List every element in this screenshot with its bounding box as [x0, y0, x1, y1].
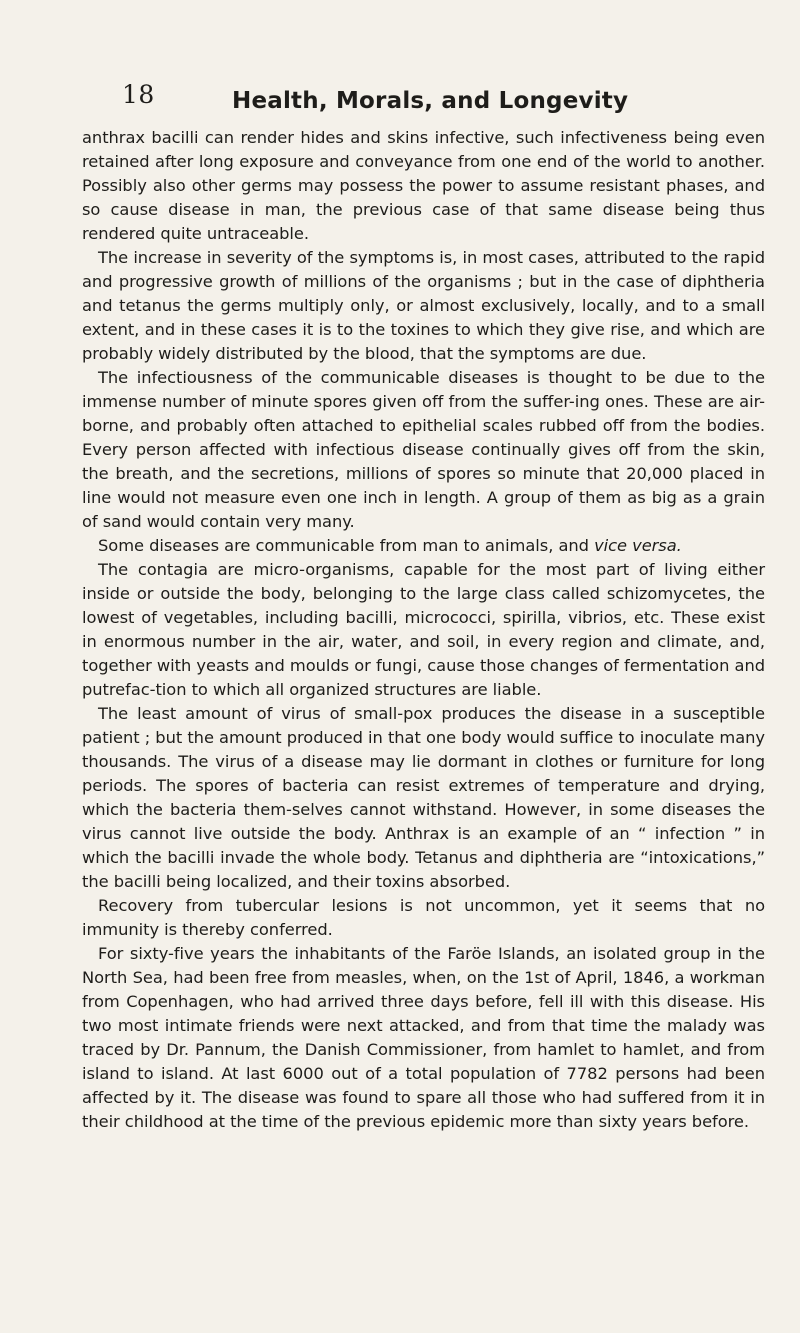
- paragraph: For sixty-five years the inhabitants of the Faröe Islands, an isolated group in the North Sea, had been free from measles, when, on the 1st of April, 1846, a workman from Copenhagen, who had arrived three days before, fell ill with this disease. His two most intimate friends were next attacked, and from that time the malady was traced by Dr. Pannum, the Danish Commissioner, from hamlet to hamlet, and from island to island. At last 6000 out of a total population of 7782 persons had been affected by it. The disease was found to spare all those who had suffered from it in their childhood at the time of the previous epidemic more than sixty years before.: [82, 944, 765, 1131]
- paragraph: The increase in severity of the symptoms is, in most cases, attributed to the rapid and progressive growth of millions of the organisms ; but in the case of diphtheria and tetanus the germs multiply only, or almost exclusively, locally, and to a small extent, and in these cases it is to the toxines to which they give rise, and which are probably widely distributed by the blood, that the symptoms are due.: [82, 248, 765, 363]
- running-head: Health, Morals, and Longevity: [232, 88, 629, 114]
- italic-phrase: vice versa.: [594, 536, 682, 555]
- paragraph: Recovery from tubercular lesions is not uncommon, yet it seems that no immunity is thereby conferred.: [82, 896, 765, 939]
- paragraph: The contagia are micro-organisms, capable for the most part of living either inside or outside the body, belonging to the large class called schizomycetes, the lowest of vegetables, including bacilli, micrococci, spirilla, vibrios, etc. These exist in enormous number in the air, water, and soil, in every region and climate, and, together with yeasts and moulds or fungi, cause those changes of fermentation and putrefac-tion to which all organized structures are liable.: [82, 560, 765, 699]
- paragraph-text: Some diseases are communicable from man to animals, and: [98, 536, 595, 555]
- paragraph: The least amount of virus of small-pox produces the disease in a susceptible patient ; but the amount produced in that one body would suffice to inoculate many thousands. The virus of a disease may lie dormant in clothes or furniture for long periods. The spores of bacteria can resist extremes of temperature and drying, which the bacteria them-selves cannot withstand. However, in some diseases the virus cannot live outside the body. Anthrax is an example of an “ infection ” in which the bacilli invade the whole body. Tetanus and diphtheria are “intoxications,” the bacilli being localized, and their toxins absorbed.: [82, 704, 765, 891]
- page-number: 18: [122, 80, 155, 109]
- paragraph: anthrax bacilli can render hides and skins infective, such infectiveness being even retained after long exposure and conveyance from one end of the world to another. Possibly also other germs may possess the power to assume resistant phases, and so cause disease in man, the previous case of that same disease being thus rendered quite untraceable.: [82, 128, 765, 243]
- paragraph: [82, 534, 765, 558]
- body-text: [82, 126, 765, 1134]
- paragraph: The infectiousness of the communicable diseases is thought to be due to the immense number of minute spores given off from the suffer-ing ones. These are air-borne, and probably often attached to epithelial scales rubbed off from the bodies. Every person affected with infectious disease continually gives off from the skin, the breath, and the secretions, millions of spores so minute that 20,000 placed in line would not measure even one inch in length. A group of them as big as a grain of sand would contain very many.: [82, 368, 765, 531]
